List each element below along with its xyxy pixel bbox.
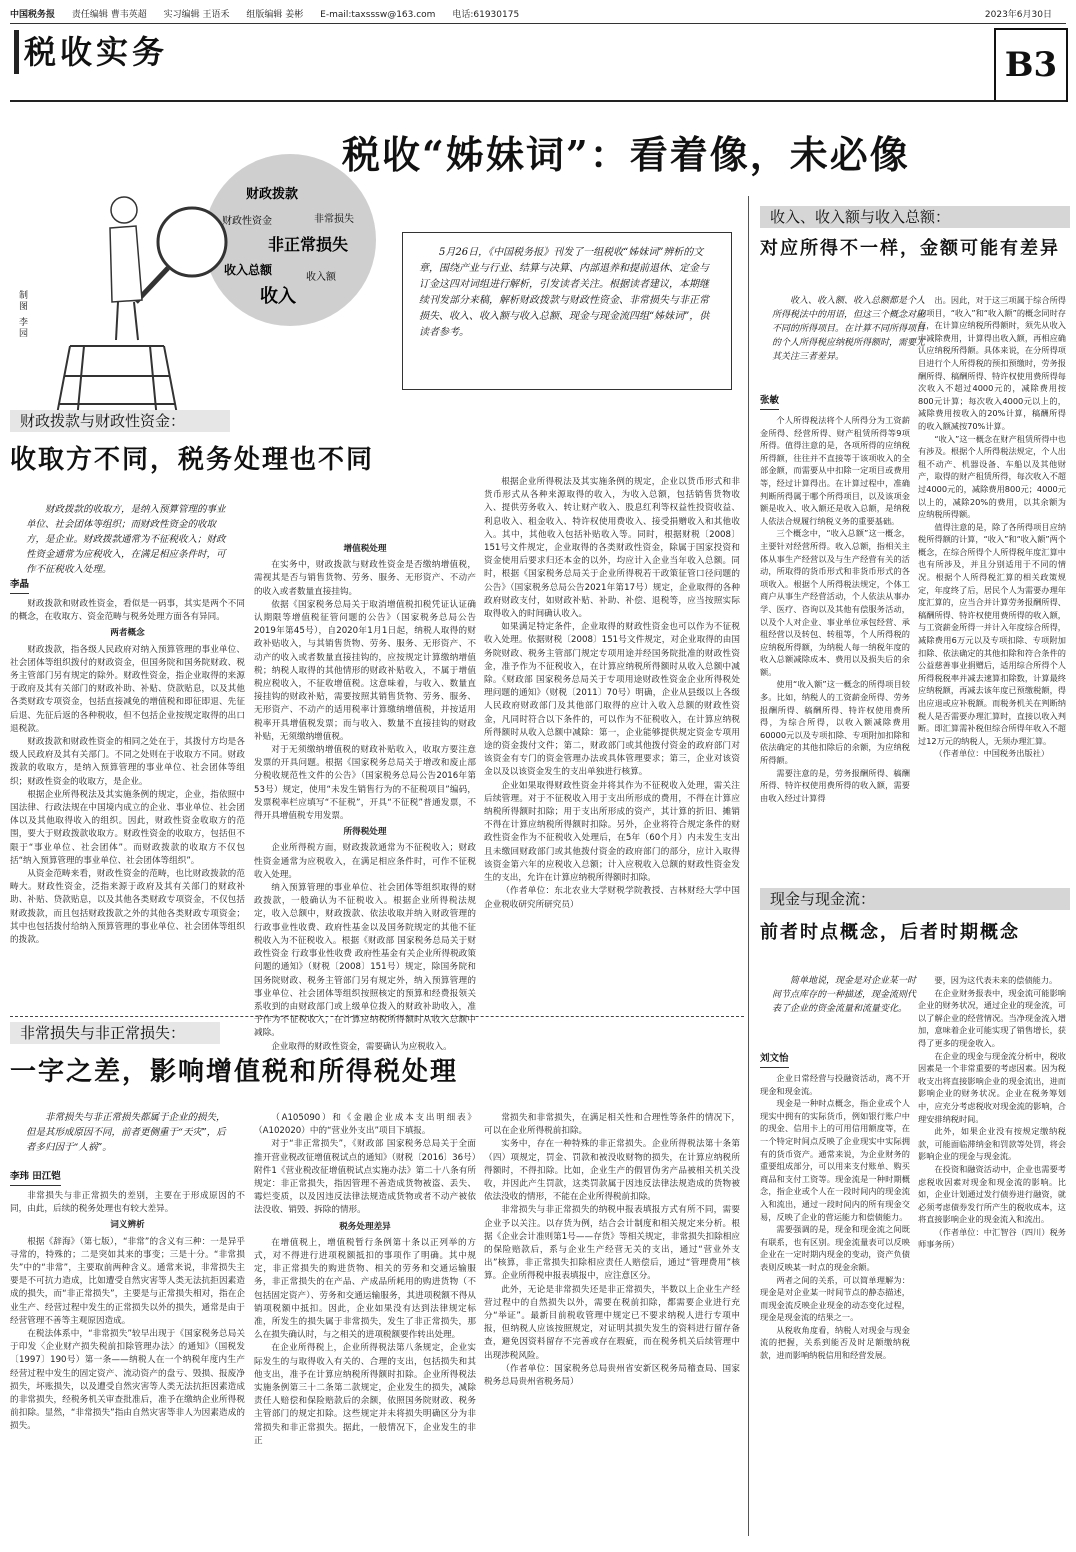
word-2: 财政性资金 bbox=[222, 216, 272, 227]
article4-col2: 要，因为这代表未来的偿债能力。 在企业财务报表中，现金流可能影响企业的财务状况，通过企业的现金流，可以了解企业的经营情况。当净现金流入增加，意味着企业可能实现了销售增长，获得了更多的现金收入。 在企业的现金与现金流分析中，税收因素是一个非常重要的考虑因素。因为税收支出将直接影响企业的现金流出，进而影响企业的财务状况。企业在税务筹划中，应充分考虑税收对现金流的影响，合理安排纳税时间。 此外，如果企业没有按规定缴纳税款，可能面临滞纳金和罚款等处罚，将会影响企业的现金与现金流。 在投资和融资活动中，企业也需要考虑税收因素对现金和现金流的影响。比如，企业计划通过发行债券进行融资，就必须考虑债券发行所产生的税收成本，这将直接影响企业的现金流入和流出。 （作者单位：中汇智谷（四川）税务师事务所） bbox=[918, 975, 1066, 1250]
article1-title: 收取方不同，税务处理也不同 bbox=[10, 445, 375, 475]
word-4: 非正常损失 bbox=[268, 235, 349, 254]
header-rule bbox=[10, 23, 1066, 24]
illustration-credit: 制图 李园 bbox=[17, 290, 27, 339]
article2-label: 非常损失与非正常损失： bbox=[10, 1022, 220, 1044]
masthead-strip bbox=[10, 8, 1066, 22]
layout-editor: 组版编辑 姜彬 bbox=[246, 10, 304, 20]
article1-col1: 财政拨款和财政性资金，看似是一码事，其实是两个不同的概念，在收取方、资金范畴与税务处理方面各有异同。 两者概念 财政拨款，指各级人民政府对纳入预算管理的事业单位、社会团体等组织拨付的财政资金，但国务院和国务院财政、税务主管部门另有规定的除外。财政性资金，指企业取得的来源于政府及其有关部门的财政补助、补贴、贷款贴息，以及其他各类财政专项资金，包括直接减免的增值税和即征即退、先征后退、先征后返的各种税收，但不包括企业按规定取得的出口退税款。 财政拨款和财政性资金的相同之处在于，其拨付方均是各级人民政府及其有关部门。不同之处则在于收取方不同。财政拨款的收取方，是纳入预算管理的事业单位、社会团体等组织；财政性资金的收取方，是企业。 根据企业所得税法及其实施条例的规定，企业，指依照中国法律、行政法规在中国境内成立的企业、事业单位、社会团体以及其他取得收入的组织。因此，财政性资金收取方的范围，要大于财政拨款收取方。财政性资金的收取方，包括但不限于“事业单位、社会团体”。而财政拨款的收取方不仅包括“纳入预算管理的事业单位、社会团体等组织”。 从资金范畴来看，财政性资金的范畴，也比财政拨款的范畴大。财政性资金，泛指来源于政府及其有关部门的财政补助、补贴、贷款贴息，以及其他各类财政专项资金，不仅包括财政拨款，而且包括财政拨款之外的其他各类财政专项资金；其中也包括拨付给纳入预算管理的事业单位、社会团体等组织的拨款。 bbox=[10, 599, 245, 946]
phone: 电话:61930175 bbox=[452, 10, 520, 20]
article1-col2: 增值税处理 在实务中，财政拨款与财政性资金是否缴纳增值税，需视其是否与销售货物、劳务、服务、无形资产、不动产的收入或者数量直接挂钩。 依据《国家税务总局关于取消增值税扣税凭证认证确认期限等增值税征管问题的公告》（国家税务总局公告2019年第45号），自2020年1月1日起，纳税人取得的财政补贴收入，与其销售货物、劳务、服务、无形资产、不动产的收入或者数量直接挂钩的，应按规定计算缴纳增值税；纳税人取得的其他情形的财政补贴收入，不属于增值税应税收入，不征收增值税。这意味着，与收入、数量直接挂钩的财政补贴，需要按照其销售货物、劳务、服务、无形资产、不动产的适用税率计算缴纳增值税，并按适用税率开具增值税发票；而与收入、数量不直接挂钩的财政补贴，无须缴纳增值税。 对于无须缴纳增值税的财政补贴收入，收取方要注意发票的开具问题。根据《国家税务总局关于增改和废止部分税收规范性文件的公告》（国家税务总局公告2016年第53号）规定，使用“未发生销售行为的不征税项目”编码，发票税率栏应填写“不征税”，开具“不征税”普通发票，不得开具增值税专用发票。 所得税处理 企业所得税方面，财政拨款通常为不征税收入；财政性资金通常为应税收入，在满足相应条件时，可作不征税收入处理。 纳入预算管理的事业单位、社会团体等组织取得的财政拨款，一般确认为不征税收入。根据企业所得税法规定，收入总额中，财政拨款、依法收取并纳入财政管理的行政事业性收费、政府性基金以及国务院规定的其他不征税收入为不征税收入。根据《财政部 国家税务总局关于财政性资金 行政事业性收费 政府性基金有关企业所得税政策问题的通知》（财税〔2008〕151号）规定，除国务院和国务院财政、税务主管部门另有规定外，纳入预算管理的事业单位、社会团体等组织按照核定的预算和经费报领关系收到的由财政部门或上级单位拨入的财政补助收入，准予作为不征税收入，在计算应纳税所得额时从收入总额中减除。 企业取得的财政性资金，需要确认为应税收入。 bbox=[254, 544, 476, 1052]
intern-editor: 实习编辑 王语禾 bbox=[163, 10, 230, 20]
column-divider bbox=[748, 196, 749, 1536]
article1-col3: 根据企业所得税法及其实施条例的规定，企业以货币形式和非货币形式从各种来源取得的收入，为收入总额，包括销售货物收入、提供劳务收入、转让财产收入、股息红利等权益性投资收益、利息收入、租金收入、特许权使用费收入、接受捐赠收入和其他收入。其中，其他收入包括补贴收入等。同时，根据财税〔2008〕151号文件规定，企业取得的各类财政性资金，除属于国家投资和资金使用后要求归还本金的以外，均应计入企业当年收入总额。同时，根据《国家税务总局关于企业所得税若干政策征管口径问题的公告》（国家税务总局公告2021年第17号）规定，企业取得的各种政府财政支付，如财政补贴、补助、补偿、退税等，应当按照实际取得收入的时间确认收入。 如果满足特定条件，企业取得的财政性资金也可以作为不征税收入处理。依据财税〔2008〕151号文件规定，对企业取得的由国务院财政、税务主管部门规定专项用途并经国务院批准的财政性资金，准予作为不征税收入，在计算应纳税所得额时从收入总额中减除。《财政部 国家税务总局关于专项用途财政性资金企业所得税处理问题的通知》（财税〔2011〕70号）明确，企业从县级以上各级人民政府财政部门及其他部门取得的应计入收入总额的财政性资金，凡同时符合以下条件的，可以作为不征税收入，在计算应纳税所得额时从收入总额中减除：第一，企业能够提供规定资金专项用途的资金拨付文件；第二，财政部门或其他拨付资金的政府部门对该资金有专门的资金管理办法或具体管理要求；第三，企业对该资金以及以该资金发生的支出单独进行核算。 企业如果取得财政性资金并将其作为不征税收入处理，需关注后续管理。对于不征税收入用于支出所形成的费用，不得在计算应纳税所得额时扣除；用于支出所形成的资产，其计算的折旧、摊销不得在计算应纳税所得额时扣除。另外，企业将符合规定条件的财政性资金作为不征税收入处理后，在5年（60个月）内未发生支出且未缴回财政部门或其他拨付资金的政府部门的部分，应计入取得该资金第六年的应税收入总额；计入应税收入总额的财政性资金发生的支出，允许在计算应纳税所得额时扣除。 （作者单位：东北农业大学财税学院教授、吉林财经大学中国企业税收研究所研究员） bbox=[484, 477, 740, 910]
illustration bbox=[14, 150, 384, 435]
section-bar bbox=[14, 30, 19, 74]
word-3: 非常损失 bbox=[314, 214, 354, 225]
article3-author: 张敏 bbox=[760, 394, 779, 410]
editor: 责任编辑 曹韦英超 bbox=[71, 10, 147, 20]
article2-col3: 常损失和非常损失，在满足相关性和合理性等条件的情况下，可以在企业所得税前扣除。 实务中，存在一种特殊的非正常损失。企业所得税法第十条第（四）项规定，罚金、罚款和被没收财物的损失，在计算应纳税所得额时，不得扣除。比如，企业生产的假冒伪劣产品被相关机关没收，并因此产生罚款，这类罚款属于因违反法律法规造成的货物被依法没收的情形，不能在企业所得税前扣除。 非常损失与非正常损失的纳税申报表填报方式有所不同，需要企业予以关注。以存货为例，结合会计制度和相关规定来分析。根据《企业会计准则第1号——存货》等相关规定，非常损失扣除相应的保险赔款后，系与企业生产经营无关的支出，通过“营业外支出”核算，非正常损失扣除相应责任人赔偿后，通过“管理费用”核算。企业所得税申报表填报中，应注意区分。 此外，无论是非常损失还是非正常损失，半数以上企业生产经营过程中的自然损失以外，需要在税前扣除，都需要企业进行充分“举证”。最新目前税收管理中规定已不要求纳税人进行专项申报，但纳税人应该按照规定，对证明其损失发生的资料进行留存备查，避免因资料留存不完善或存在瑕疵，而在税务机关后续管理中出现涉税风险。 （作者单位：国家税务总局贵州省安新区税务局稽查局、国家税务总局贵州省税务局） bbox=[484, 1113, 740, 1388]
word-7: 收入 bbox=[260, 286, 296, 307]
article4-col1: 企业日常经营与投融资活动，离不开现金和现金流。 现金是一种时点概念，指企业或个人现实中拥有的实际货币，例如银行账户中的现金、信用卡上的可用信用额度等，在一个特定时间点反映了企业现实中实际拥有的货币资产。通常来说，为企业财务的重要组成部分，可以用来支付账单、购买商品和支付工资等。现金流是一种时期概念，指企业或个人在一段时间内的现金流入和流出，通过一段时间内的所有现金交易，反映了企业的营运能力和偿债能力。 需要强调的是，现金和现金流之间既有联系，也有区别。现金流量表可以反映企业在一定时期内现金的变动，资产负债表则反映某一时点的现金余额。 两者之间的关系，可以简单理解为：现金是对企业某一时间节点的静态描述，而现金流反映企业现金的动态变化过程，现金是现金流的结果之一。 从税收角度看，纳税人对现金与现金流的把握，关系到能否及时足额缴纳税款，进而影响纳税信用和经营发展。 bbox=[760, 1073, 910, 1361]
article4-lead: 简单地说，现金是对企业某一时间节点库存的一种描述，现金流则代表了企业的资金流量和流量变化。 bbox=[772, 976, 917, 1014]
paper-name: 中国税务报 bbox=[10, 10, 56, 20]
article3-col2: 出。因此，对于这三项属于综合所得的项目，“收入”和“收入额”的概念同时存在，在计算应纳税所得额时，须先从收入中减除费用，计算得出收入额，再相应确认应纳税所得额。具体来说，在分所得项目进行个人所得税的预扣预缴时，劳务报酬所得、稿酬所得、特许权使用费所得每次收入不超过4000元的，减除费用按800元计算；每次收入4000元以上的，减除费用按收入的20%计算，稿酬所得的收入额减按70%计算。 “收入”这一概念在财产租赁所得中也有涉及。根据个人所得税法规定，个人出租不动产、机器设备、车船以及其他财产，取得的财产租赁所得，每次收入不超过4000元的，减除费用800元；4000元以上的，减除20%的费用，以其余额为应纳税所得额。 值得注意的是，除了各所得项目应纳税所得额的计算，“收入”和“收入额”两个概念，在综合所得个人所得税年度汇算中也有所涉及，并且分别适用于不同的情况。根据个人所得税汇算的相关政策规定，年度终了后，居民个人为需要办理年度汇算的，应当合并计算劳务报酬所得、稿酬所得、特许权使用费所得的收入额，与工资薪金所得一并计入年度综合所得，减除费用6万元以及专项扣除、专项附加扣除、依法确定的其他扣除和符合条件的公益慈善事业捐赠后，适用综合所得个人所得税税率并减去速算扣除数，计算最终应纳税额，再减去该年度已预缴税额，得出应退或应补税额。而税务机关在判断纳税人是否需要办理汇算时，直接以收入判断。即汇算需补税但综合所得年收入不超过12万元的纳税人，无须办理汇算。 （作者单位：中国税务出版社） bbox=[918, 295, 1066, 759]
article3-label: 收入、收入额与收入总额： bbox=[760, 206, 1070, 228]
magnifier-icon bbox=[158, 208, 226, 276]
article3-lead: 收入、收入额、收入总额都是个人所得税法中的用语，但这三个概念对应不同的所得项目。在计算不同所得项目的个人所得税应纳税所得额时，需要尤其关注三者差异。 bbox=[772, 296, 926, 362]
article1-author: 李晶 bbox=[10, 578, 29, 594]
intro-box: 5月26日，《中国税务报》刊发了一组税收“姊妹词”辨析的文章，围绕产业与行业、结算与决算、内部退养和提前退休、定金与订金这四对词组进行解析，引发读者关注。根据读者建议，本期继续刊发部分来稿，解析财政拨款与财政性资金、非常损失与非正常损失、收入、收入额与收入总额、现金与现金流四组“姊妹词”，供读者参考。 bbox=[402, 232, 732, 390]
article2-author: 李玮 田江铠 bbox=[10, 1170, 61, 1186]
section-title: 税收实务 bbox=[24, 33, 169, 71]
word-5: 收入总额 bbox=[224, 263, 273, 277]
article1-label: 财政拨款与财政性资金： bbox=[10, 410, 230, 432]
page-number: B3 bbox=[994, 28, 1068, 102]
article3-col1: 个人所得税法将个人所得分为工资薪金所得、经营所得、财产租赁所得等9项所得。值得注意的是，各项所得的应纳税所得额，往往并不直接等于该项收入的全部金额，而需要从中扣除一定项目或费用等，经过计算得出。在计算过程中，准确判断所得属于哪个所得项目，以及该项金额是收入、收入额还是收入总额，是纳税人依法合规履行纳税义务的重要基础。 三个概念中，“收入总额”这一概念，主要针对经营所得。收入总额，指相关主体从事生产经营以及与生产经营有关的活动，所取得的货币形式和非货币形式的各项收入。根据个人所得税法规定，个体工商户从事生产经营活动，个人依法从事办学、医疗、咨询以及其他有偿服务活动，以及个人对企业、事业单位承包经营、承租经营以及转包、转租等，个人所得税的应纳税所得额，为纳税人每一纳税年度的收入总额减除成本、费用以及损失后的余额。 使用“收入额”这一概念的所得项目较多。比如，纳税人的工资薪金所得、劳务报酬所得、稿酬所得、特许权使用费所得，为综合所得，以收入额减除费用60000元以及专项扣除、专项附加扣除和依法确定的其他扣除后的余额，为应纳税所得额。 需要注意的是，劳务报酬所得、稿酬所得、特许权使用费所得的收入额，需要由收入经过计算得 bbox=[760, 415, 910, 803]
article2-title: 一字之差，影响增值税和所得税处理 bbox=[10, 1057, 459, 1087]
article2-col2: （A105090）和《金融企业成本支出明细表》（A102020）中的“营业外支出”项目下填报。 对于“非正常损失”，《财政部 国家税务总局关于全面推开营业税改征增值税试点的通知》（财税〔2016〕36号）附件1《营业税改征增值税试点实施办法》第二十八条有所规定：非正常损失，指因管理不善造成货物被盗、丢失、霉烂变质，以及因违反法律法规造成货物或者不动产被依法没收、销毁、拆除的情形。 税务处理差异 在增值税上，增值税暂行条例第十条以正列举的方式，对不得进行进项税额抵扣的事项作了明确。其中规定，非正常损失的购进货物、相关的劳务和交通运输服务，非正常损失的在产品、产成品所耗用的购进货物（不包括固定资产）、劳务和交通运输服务，其进项税额不得从销项税额中抵扣。因此，企业如果没有达到法律规定标准，所发生的损失属于非常损失，发生了非正常损失，那么在损失确认时，与之相关的进项税额要作转出处理。 在企业所得税上，企业所得税法第八条规定，企业实际发生的与取得收入有关的、合理的支出，包括损失和其他支出，准予在计算应纳税所得额时扣除。企业所得税法实施条例第三十二条第二款规定，企业发生的损失，减除责任人赔偿和保险赔款后的余额，依照国务院财政、税务主管部门的规定扣除。这些规定并未将损失明确区分为非常损失和非正常损失。据此，一般情况下，企业发生的非正 bbox=[254, 1113, 476, 1446]
article4-title: 前者时点概念，后者时期概念 bbox=[760, 922, 1020, 943]
main-headline: 税收“姊妹词”：看着像，未必像 bbox=[342, 132, 910, 177]
word-6: 收入额 bbox=[306, 272, 336, 283]
email: E-mail:taxsssw@163.com bbox=[320, 10, 436, 20]
word-1: 财政拨款 bbox=[246, 187, 299, 202]
article2-lead: 非常损失与非正常损失都属于企业的损失，但是其形成原因不同，前者更侧重于“天灾”，后者多归因于“人祸”。 bbox=[26, 1112, 226, 1153]
article1-lead: 财政拨款的收取方，是纳入预算管理的事业单位、社会团体等组织；而财政性资金的收取方，是企业。财政拨款通常为不征税收入；财政性资金通常为应税收入，在满足相应条件时，可作不征税收入处理。 bbox=[26, 504, 226, 575]
person-figure bbox=[111, 197, 137, 223]
issue-date: 2023年6月30日 bbox=[984, 10, 1052, 20]
article4-author: 刘文怡 bbox=[760, 1052, 789, 1068]
article2-col1: 非常损失与非正常损失的差别，主要在于形成原因的不同，由此，后续的税务处理也有较大差异。 词义辨析 根据《辞海》（第七版），“非常”的含义有三种：一是异乎寻常的，特殊的；二是突如其来的事变；三是十分。“非常损失”中的“非常”，主要取前两种含义。通常来说，非常损失主要是不可抗力造成，比如遭受自然灾害等人类无法抗拒因素造成的损失，而“非正常损失”，主要是与正常损失相对，指在企业生产、经营过程中发生的正常损失以外的损失，通常是由于经营管理不善等主观原因造成。 在税法体系中，“非常损失”较早出现于《国家税务总局关于印发〈企业财产损失税前扣除管理办法〉的通知》（国税发〔1997〕190号）第一条——纳税人在一个纳税年度内生产经营过程中发生的固定资产、流动资产的盘亏、毁损、报废净损失，坏账损失，以及遭受自然灾害等人类无法抗拒因素造成的非常损失，经税务机关审查批准后，准予在缴纳企业所得税前扣除。显然，“非常损失”指由自然灾害等非人为因素造成的损失。 bbox=[10, 1191, 245, 1432]
article3-title: 对应所得不一样，金额可能有差异 bbox=[760, 238, 1060, 259]
section-rule bbox=[10, 100, 1066, 102]
article4-label: 现金与现金流： bbox=[760, 888, 1070, 910]
article-divider bbox=[10, 1016, 744, 1017]
